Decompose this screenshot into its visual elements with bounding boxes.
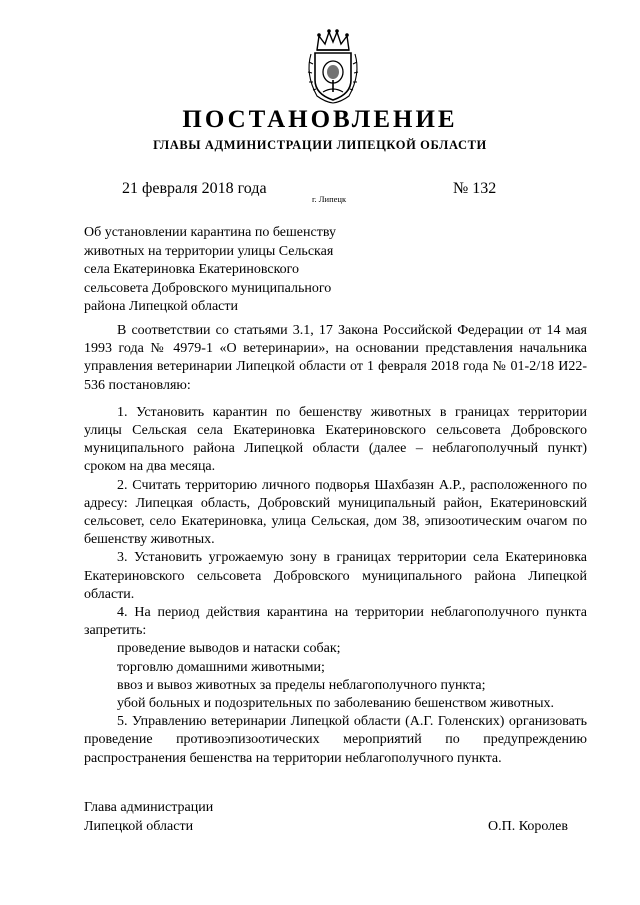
signatory-title-line: Глава администрации [84,800,214,815]
subject-line: района Липецкой области [84,299,238,314]
signatory-title-line: Липецкой области [84,819,194,834]
document-number: № 132 [453,180,497,197]
coat-of-arms-icon [303,28,363,104]
subject-line: сельсовета Добровского муниципального [84,280,332,296]
item-paragraph: 3. Установить угрожаемую зону в границах территории села Екатериновка Екатериновского сельсовета Добровского муниципального района Липецкой области. [84,550,587,602]
prohibition-item: ввоз и вывоз животных за пределы неблагополучного пункта; [117,677,486,693]
subject-line: села Екатериновка Екатериновского [84,262,300,277]
item-paragraph: 1. Установить карантин по бешенству животных в границах территории улицы Сельская села Екатериновка Екатериновского сельсовета Добровского муниципального района Липецкой области (далее – неблагополучный пункт) сроком на два месяца. [84,404,587,475]
subject-line: Об установлении карантина по бешенству [84,225,336,240]
document-date: 21 февраля 2018 года [122,180,267,197]
signatory-name: О.П. Королев [488,819,568,834]
document-title: ПОСТАНОВЛЕНИЕ [182,106,458,133]
signatory-title [84,798,213,836]
item-paragraph: 5. Управлению ветеринарии Липецкой области (А.Г. Голенских) организовать проведение противоэпизоотических мероприятий по предупреждению распространения бешенства на территории неблагополучного пункта. [84,714,587,766]
document-city: г. Липецк [312,194,347,204]
prohibition-item: торговлю домашними животными; [117,659,325,675]
subject-line: животных на территории улицы Сельская [84,243,334,259]
document-body [84,322,587,768]
prohibition-item: проведение выводов и натаски собак; [117,641,341,657]
document-subtitle: ГЛАВЫ АДМИНИСТРАЦИИ ЛИПЕЦКОЙ ОБЛАСТИ [153,138,487,152]
item-paragraph: 4. На период действия карантина на территории неблагополучного пункта запретить: [84,605,587,639]
item-paragraph: 2. Считать территорию личного подворья Шахбазян А.Р., расположенного по адресу: Липецкая область, Добровский муниципальный район, Екатериновский сельсовет, село Екатериновка, улица Сельская, дом 38, эпизоотическим очагом по бешенству животных. [84,477,587,548]
preamble-paragraph: В соответствии со статьями 3.1, 17 Закона Российской Федерации от 14 мая 1993 года № 4979-1 «О ветеринарии», на основании представления начальника управления ветеринарии Липецкой области от 1 февраля 2018 года № 01-2/18 И22-536 постановляю: [84,323,587,393]
prohibition-item: убой больных и подозрительных по заболеванию бешенством животных. [117,696,555,712]
document-subject [84,224,374,317]
